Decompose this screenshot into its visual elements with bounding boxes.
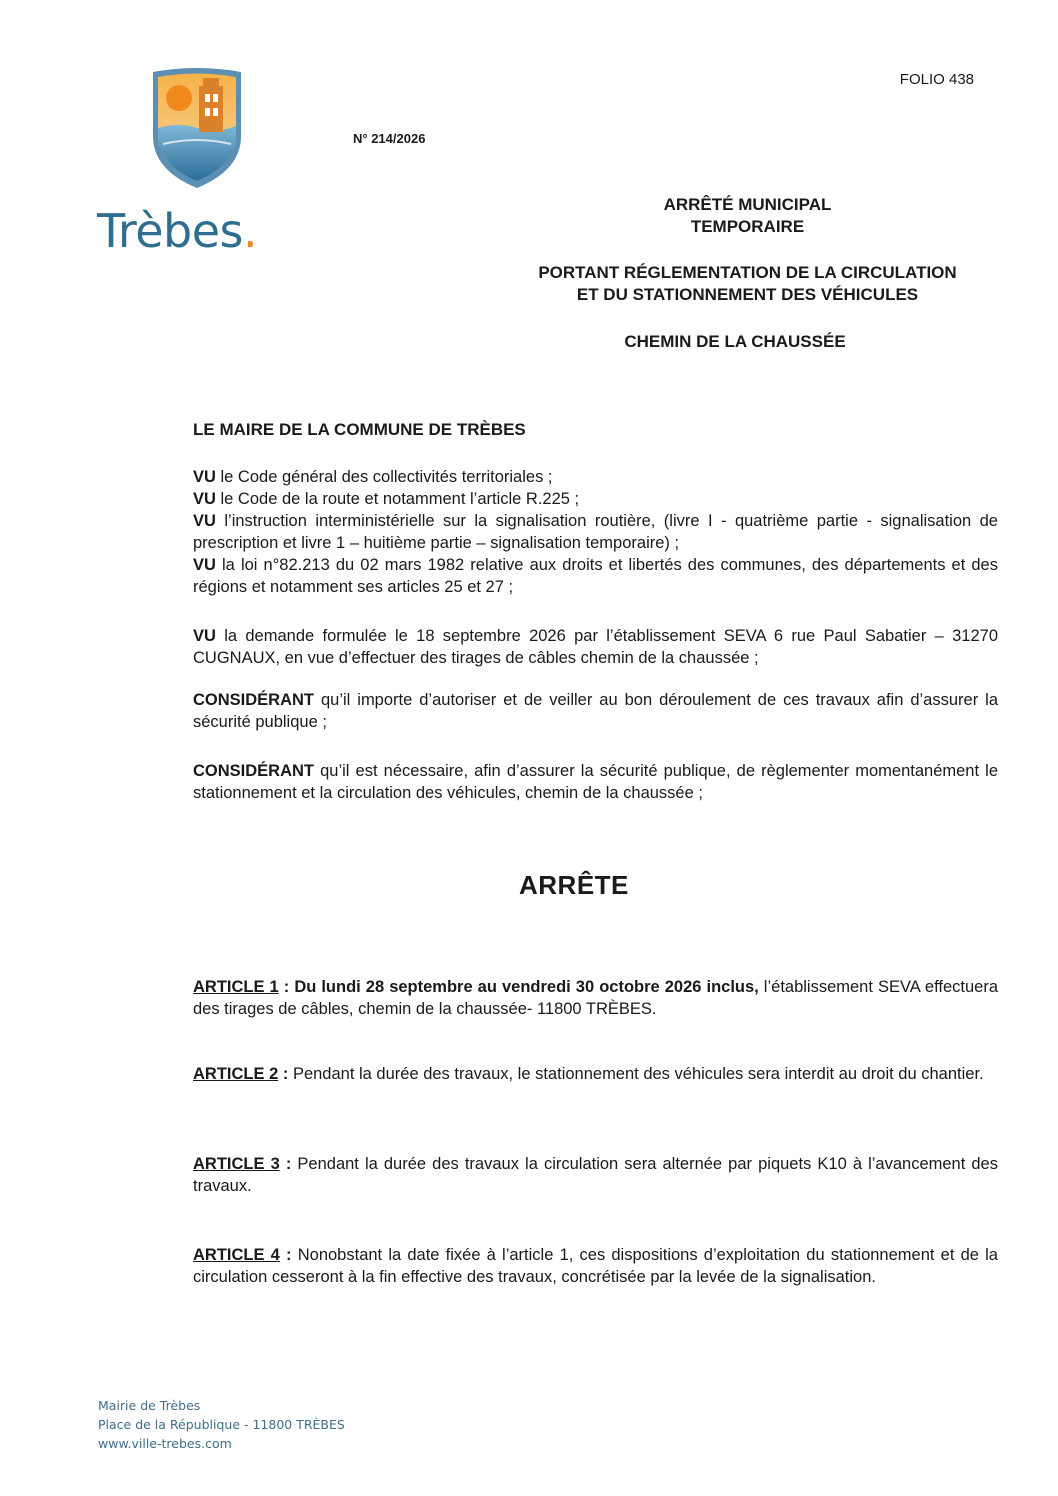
logo-wordmark-text: Trèbes <box>97 204 244 258</box>
decree-title <box>590 194 905 238</box>
considerant-text: qu’il est nécessaire, afin d’assurer la sécurité publique, de règlementer momentanément le stationnement et la circulation des véhicules, chemin de la chaussée ; <box>193 762 998 802</box>
mayor-heading: LE MAIRE DE LA COMMUNE DE TRÈBES <box>193 420 526 439</box>
footer-address <box>98 1396 345 1453</box>
article-label: ARTICLE 2 <box>193 1065 279 1083</box>
vu-text: le Code de la route et notamment l’article R.225 ; <box>215 490 580 508</box>
article-label: ARTICLE 4 <box>193 1246 280 1264</box>
article-label: ARTICLE 1 <box>193 978 279 996</box>
vu-keyword: VU <box>193 627 216 645</box>
vu-item <box>193 554 998 598</box>
decree-subject-line: PORTANT RÉGLEMENTATION DE LA CIRCULATION <box>538 263 957 282</box>
considerant-item <box>193 689 998 733</box>
article-separator: : <box>279 1155 298 1173</box>
considerant-keyword: CONSIDÉRANT <box>193 691 315 709</box>
considerant-item <box>193 760 998 804</box>
decree-title-line: ARRÊTÉ MUNICIPAL <box>663 195 832 214</box>
vu-item <box>193 488 998 510</box>
vu-keyword: VU <box>193 512 216 530</box>
article-label: ARTICLE 3 <box>193 1155 280 1173</box>
article-dates: Du lundi 28 septembre au vendredi 30 octobre 2026 inclus, <box>294 978 759 996</box>
folio-number: FOLIO 438 <box>899 71 974 88</box>
vu-text: la demande formulée le 18 septembre 2026 par l’établissement SEVA 6 rue Paul Sabatier – 31270 CUGNAUX, en vue d’effectuer des tirages de câbles chemin de la chaussée ; <box>193 627 998 667</box>
vu-keyword: VU <box>193 468 216 486</box>
trebes-logo <box>97 66 307 266</box>
considerant-keyword: CONSIDÉRANT <box>193 762 315 780</box>
article-text: l’établissement SEVA effectuera des tirages de câbles, chemin de la chaussée- 11800 TRÈBES. <box>193 978 998 1018</box>
article-text: Nonobstant la date fixée à l’article 1, ces dispositions d’exploitation du stationnement et de la circulation cesseront à la fin effective des travaux, concrétisée par la levée de la signalisation. <box>193 1246 998 1286</box>
considerant-text: qu’il importe d’autoriser et de veiller au bon déroulement de ces travaux afin d’assurer la sécurité publique ; <box>193 691 998 731</box>
footer-line: Mairie de Trèbes <box>98 1398 201 1413</box>
article-separator: : <box>279 1246 298 1264</box>
decree-subject <box>490 262 1005 306</box>
vu-text: la loi n°82.213 du 02 mars 1982 relative aux droits et libertés des communes, des départements et des régions et notamment ses articles 25 et 27 ; <box>193 556 998 596</box>
article-text: Pendant la durée des travaux, le stationnement des véhicules sera interdit au droit du chantier. <box>292 1065 984 1083</box>
vu-item <box>193 510 998 554</box>
logo-wordmark <box>97 204 307 258</box>
vu-keyword: VU <box>193 490 216 508</box>
vu-text: le Code général des collectivités territoriales ; <box>215 468 553 486</box>
decree-title-line: TEMPORAIRE <box>690 217 805 236</box>
logo-wordmark-dot: . <box>243 204 258 258</box>
vu-text: l’instruction interministérielle sur la signalisation routière, (livre I - quatrième partie - signalisation de prescription et livre 1 – huitième partie – signalisation temporaire) ; <box>193 512 998 552</box>
vu-demande <box>193 625 998 669</box>
article-separator: : <box>278 978 295 996</box>
vu-list <box>193 466 998 598</box>
article-4 <box>193 1244 998 1288</box>
arrete-heading: ARRÊTE <box>519 870 629 900</box>
decree-subject-line: ET DU STATIONNEMENT DES VÉHICULES <box>576 285 919 304</box>
street-name: CHEMIN DE LA CHAUSSÉE <box>624 332 846 351</box>
article-1 <box>193 976 998 1020</box>
footer-website-link[interactable]: www.ville-trebes.com <box>98 1436 232 1451</box>
article-separator: : <box>278 1065 293 1083</box>
footer-line: Place de la République - 11800 TRÈBES <box>98 1417 345 1432</box>
vu-keyword: VU <box>193 556 216 574</box>
article-2 <box>193 1063 998 1085</box>
article-3 <box>193 1153 998 1197</box>
article-text: Pendant la durée des travaux la circulation sera alternée par piquets K10 à l’avancement des travaux. <box>193 1155 998 1195</box>
decree-number: N° 214/2026 <box>353 131 426 146</box>
vu-item <box>193 466 998 488</box>
trebes-crest-icon <box>149 66 245 190</box>
